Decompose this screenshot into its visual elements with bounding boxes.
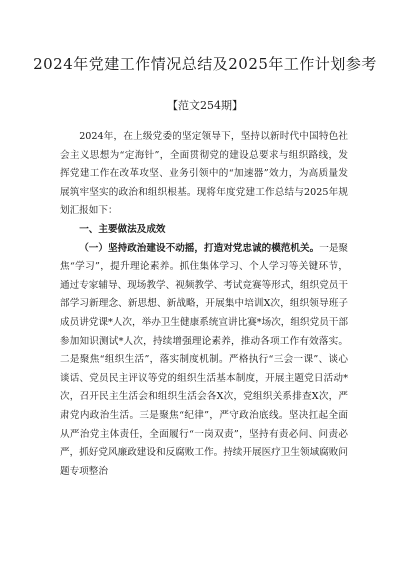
section-heading: 一、主要做法及成效 xyxy=(79,223,166,235)
document-body xyxy=(60,128,348,481)
intro-paragraph: 2024年，在上级党委的坚定领导下，坚持以新时代中国特色社会主义思想为“定海针”，全面贯彻党的建设总要求与组织路线，发挥党建工作在改革攻坚、业务引领中的“加速器”效力，为高质量发展筑牢坚实的政治和组织根基。现将年度党建工作总结与2025年规划汇报如下： xyxy=(60,131,348,217)
issue-label: 【范文254期】 xyxy=(167,99,243,112)
subsection-text: 一是聚焦“学习”，提升理论素养。抓住集体学习、个人学习等关键环节，通过专家辅导、现场教学、视频教学、考试竞赛等形式，组织党员干部学习新理念、新思想、新战略，开展集中培训X次，组织领导班子成员讲党课*人次，举办卫生健康系统宣讲比赛*场次，组织党员干部参加知识测试*人次，持续增强理论素养，推动各项工作有效落实。二是聚焦“组织生活”，落实制度机制。严格执行“三会一课”、谈心谈话、党员民主评议等党的组织生活基本制度，开展主题党日活动*次，召开民主生活会和组织生活会各X次，党组织关系排查X次，严肃党内政治生活。三是聚焦“纪律”，严守政治底线。坚决扛起全面从严治党主体责任，全面履行“一岗双责”，坚持有责必问、问责必严，抓好党风廉政建设和反腐败工作。持续开展医疗卫生领域腐败问题专项整治 xyxy=(60,242,349,477)
document-title: 2024年党建工作情况总结及2025年工作计划参考 xyxy=(33,55,377,73)
subsection-heading: （一）坚持政治建设不动摇，打造对党忠诚的模范机关。 xyxy=(79,242,320,254)
subsection-paragraph xyxy=(60,240,348,482)
